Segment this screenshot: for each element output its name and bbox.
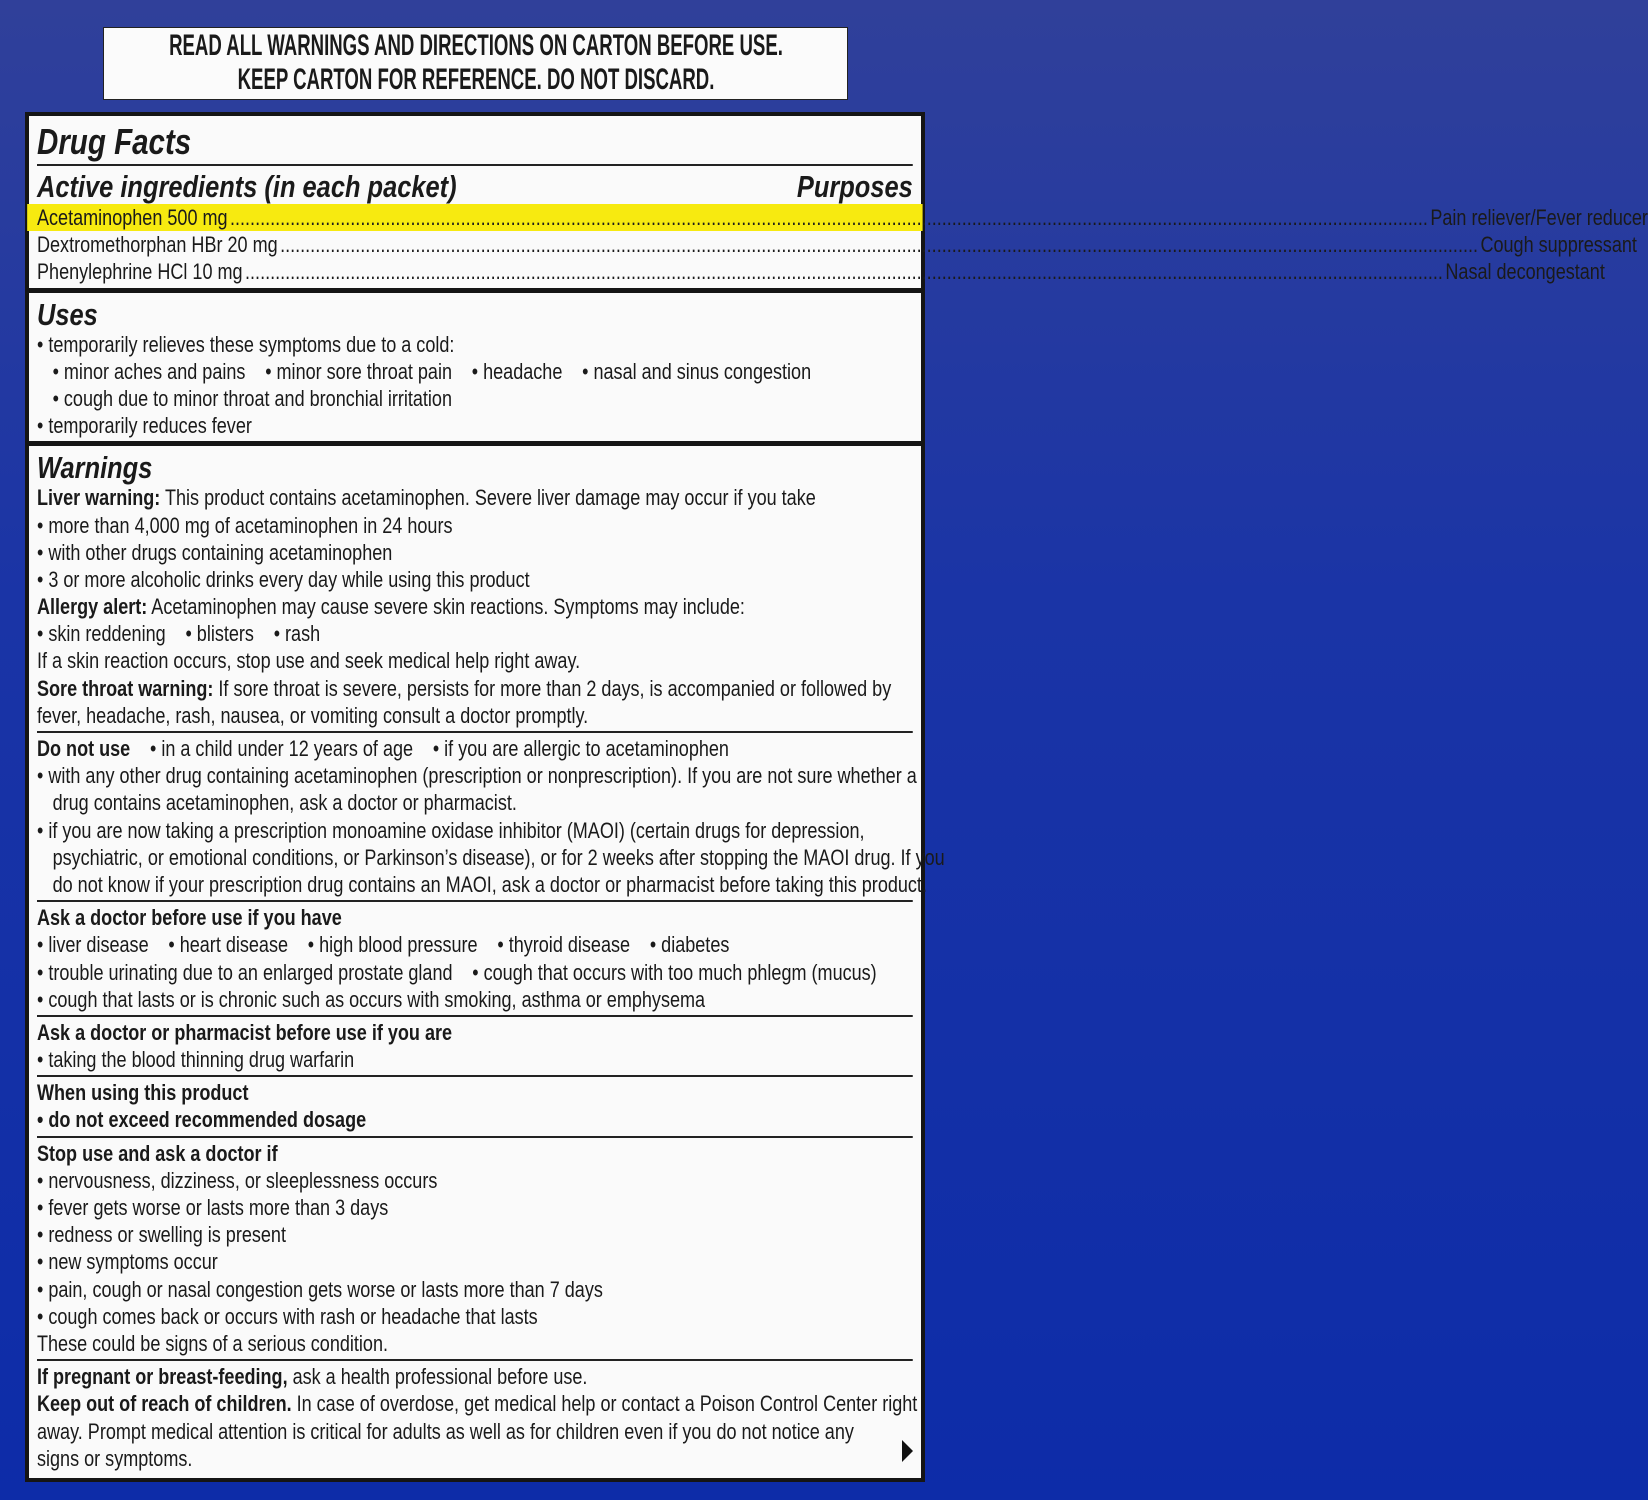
allergy-alert-text: Acetaminophen may cause severe skin reactions. Symptoms may include: bbox=[147, 594, 745, 620]
dot-leader: ............................................................................................................................................................................................................................................... bbox=[280, 232, 1478, 258]
ask-pharmacist-title: Ask a doctor or pharmacist before use if you are bbox=[37, 1019, 453, 1045]
sore-throat-text-2: fever, headache, rash, nausea, or vomiting consult a doctor promptly. bbox=[37, 702, 589, 728]
divider bbox=[37, 1136, 913, 1138]
stop-use-after: These could be signs of a serious condition. bbox=[37, 1330, 388, 1356]
symptom: • nasal and sinus congestion bbox=[582, 358, 812, 384]
do-not-use-item: • in a child under 12 years of age bbox=[149, 736, 414, 761]
stop-use-item: • new symptoms occur bbox=[37, 1249, 218, 1275]
active-ingredients-title: Active ingredients (in each packet) bbox=[37, 169, 457, 204]
uses-title: Uses bbox=[37, 296, 98, 332]
continue-arrow-icon bbox=[902, 1440, 913, 1462]
section-divider bbox=[27, 441, 922, 446]
keep-out-text-2: away. Prompt medical attention is critical for adults as well as for children even if you do not notice any bbox=[37, 1418, 854, 1444]
purposes-title: Purposes bbox=[796, 169, 913, 204]
ingredient-purpose: Pain reliever/Fever reducer bbox=[1430, 205, 1648, 230]
keep-out-text: In case of overdose, get medical help or contact a Poison Control Center right bbox=[291, 1391, 918, 1417]
condition: • high blood pressure bbox=[307, 932, 478, 958]
warning-item: • 3 or more alcoholic drinks every day while using this product bbox=[37, 566, 530, 592]
when-using-item: • do not exceed recommended dosage bbox=[37, 1107, 367, 1133]
stop-use-item: • nervousness, dizziness, or sleeplessness occurs bbox=[37, 1167, 438, 1193]
warnings-title: Warnings bbox=[37, 450, 153, 486]
do-not-use-item: psychiatric, or emotional conditions, or Parkinson’s disease), or for 2 weeks after stopping the MAOI drug. If you bbox=[52, 844, 945, 870]
keep-out-text-3: signs or symptoms. bbox=[37, 1445, 193, 1471]
ingredient-purpose: Cough suppressant bbox=[1480, 232, 1637, 258]
divider bbox=[37, 164, 913, 166]
ingredient-name: Acetaminophen 500 mg bbox=[37, 205, 228, 230]
liver-warning-label: Liver warning: bbox=[37, 485, 161, 511]
ingredient-name: Dextromethorphan HBr 20 mg bbox=[37, 232, 278, 258]
ask-doctor-conditions bbox=[37, 959, 913, 986]
condition: • liver disease bbox=[37, 932, 149, 958]
banner-line-2: KEEP CARTON FOR REFERENCE. DO NOT DISCARD. bbox=[237, 63, 715, 96]
warning-item: • with other drugs containing acetaminophen bbox=[37, 539, 393, 565]
divider bbox=[37, 1359, 913, 1361]
keep-out-warning bbox=[37, 1390, 918, 1417]
allergy-alert bbox=[37, 593, 913, 620]
drug-facts-title: Drug Facts bbox=[37, 121, 192, 162]
divider bbox=[37, 900, 913, 902]
symptom: • rash bbox=[273, 621, 321, 647]
liver-warning bbox=[37, 484, 913, 511]
stop-use-item: • cough comes back or occurs with rash or headache that lasts bbox=[37, 1303, 538, 1329]
pregnancy-warning bbox=[37, 1363, 913, 1390]
dot-leader: ............................................................................................................................................................................................................................................... bbox=[230, 205, 1428, 230]
symptom: • headache bbox=[471, 358, 563, 384]
do-not-use-line bbox=[37, 735, 913, 762]
do-not-use-item: • with any other drug containing acetaminophen (prescription or nonprescription). If you are not sure whether a bbox=[37, 763, 917, 789]
banner-line-1: READ ALL WARNINGS AND DIRECTIONS ON CARTON BEFORE USE. bbox=[169, 29, 783, 62]
active-ingredients-header bbox=[37, 168, 913, 204]
keep-out-label: Keep out of reach of children. bbox=[37, 1391, 292, 1417]
condition: • heart disease bbox=[168, 932, 289, 958]
symptom: • skin reddening bbox=[37, 621, 166, 647]
uses-line: • temporarily relieves these symptoms due to a cold: bbox=[37, 331, 455, 357]
liver-warning-text: This product contains acetaminophen. Severe liver damage may occur if you take bbox=[160, 485, 816, 511]
ask-doctor-conditions bbox=[37, 931, 913, 958]
dot-leader: ............................................................................................................................................................................................................................................... bbox=[245, 259, 1443, 285]
stop-use-item: • redness or swelling is present bbox=[37, 1222, 286, 1248]
uses-symptoms bbox=[37, 358, 913, 385]
symptom: • minor sore throat pain bbox=[265, 358, 453, 384]
section-divider bbox=[27, 288, 922, 293]
ingredient-row bbox=[27, 204, 1648, 231]
warning-item: • more than 4,000 mg of acetaminophen in 24 hours bbox=[37, 512, 453, 538]
stop-use-item: • fever gets worse or lasts more than 3 days bbox=[37, 1195, 389, 1220]
uses-line: • cough due to minor throat and bronchial irritation bbox=[52, 385, 452, 411]
condition: • cough that occurs with too much phlegm (mucus) bbox=[472, 959, 877, 985]
ingredient-row bbox=[37, 231, 1637, 258]
divider bbox=[37, 731, 913, 733]
allergy-alert-label: Allergy alert: bbox=[37, 594, 148, 620]
do-not-use-title: Do not use bbox=[37, 736, 131, 761]
do-not-use-item: do not know if your prescription drug contains an MAOI, ask a doctor or pharmacist before taking this product. bbox=[52, 871, 927, 897]
stop-use-title: Stop use and ask a doctor if bbox=[37, 1140, 278, 1166]
sore-throat-label: Sore throat warning: bbox=[37, 675, 214, 701]
drug-facts-panel bbox=[25, 112, 1648, 1482]
condition: • diabetes bbox=[649, 932, 730, 958]
allergy-after: If a skin reaction occurs, stop use and seek medical help right away. bbox=[37, 648, 581, 674]
ingredient-row bbox=[37, 258, 1605, 285]
ingredient-purpose: Nasal decongestant bbox=[1445, 259, 1605, 285]
condition: • thyroid disease bbox=[497, 932, 631, 958]
symptom: • blisters bbox=[185, 621, 254, 647]
when-using-title: When using this product bbox=[37, 1080, 249, 1106]
allergy-symptoms bbox=[37, 620, 913, 647]
do-not-use-item: • if you are allergic to acetaminophen bbox=[432, 736, 729, 761]
stop-use-item: • pain, cough or nasal congestion gets worse or lasts more than 7 days bbox=[37, 1276, 603, 1302]
ingredient-name: Phenylephrine HCl 10 mg bbox=[37, 259, 243, 285]
do-not-use-item: • if you are now taking a prescription monoamine oxidase inhibitor (MAOI) (certain drugs for depression, bbox=[37, 817, 865, 843]
divider bbox=[37, 1075, 913, 1077]
uses-line: • temporarily reduces fever bbox=[37, 413, 252, 439]
pregnancy-label: If pregnant or breast-feeding, bbox=[37, 1364, 288, 1390]
do-not-use-item: drug contains acetaminophen, ask a doctor or pharmacist. bbox=[52, 790, 517, 816]
pregnancy-text: ask a health professional before use. bbox=[287, 1364, 588, 1390]
divider bbox=[37, 1015, 913, 1017]
condition: • trouble urinating due to an enlarged prostate gland bbox=[37, 959, 453, 985]
condition: • cough that lasts or is chronic such as occurs with smoking, asthma or emphysema bbox=[37, 986, 706, 1012]
carton-warning-banner bbox=[103, 27, 848, 100]
sore-throat-warning bbox=[37, 675, 913, 702]
symptom: • minor aches and pains bbox=[52, 358, 246, 384]
ask-doctor-title: Ask a doctor before use if you have bbox=[37, 905, 342, 931]
ask-pharmacist-item: • taking the blood thinning drug warfarin bbox=[37, 1047, 355, 1073]
sore-throat-text: If sore throat is severe, persists for more than 2 days, is accompanied or followed by bbox=[213, 675, 892, 701]
